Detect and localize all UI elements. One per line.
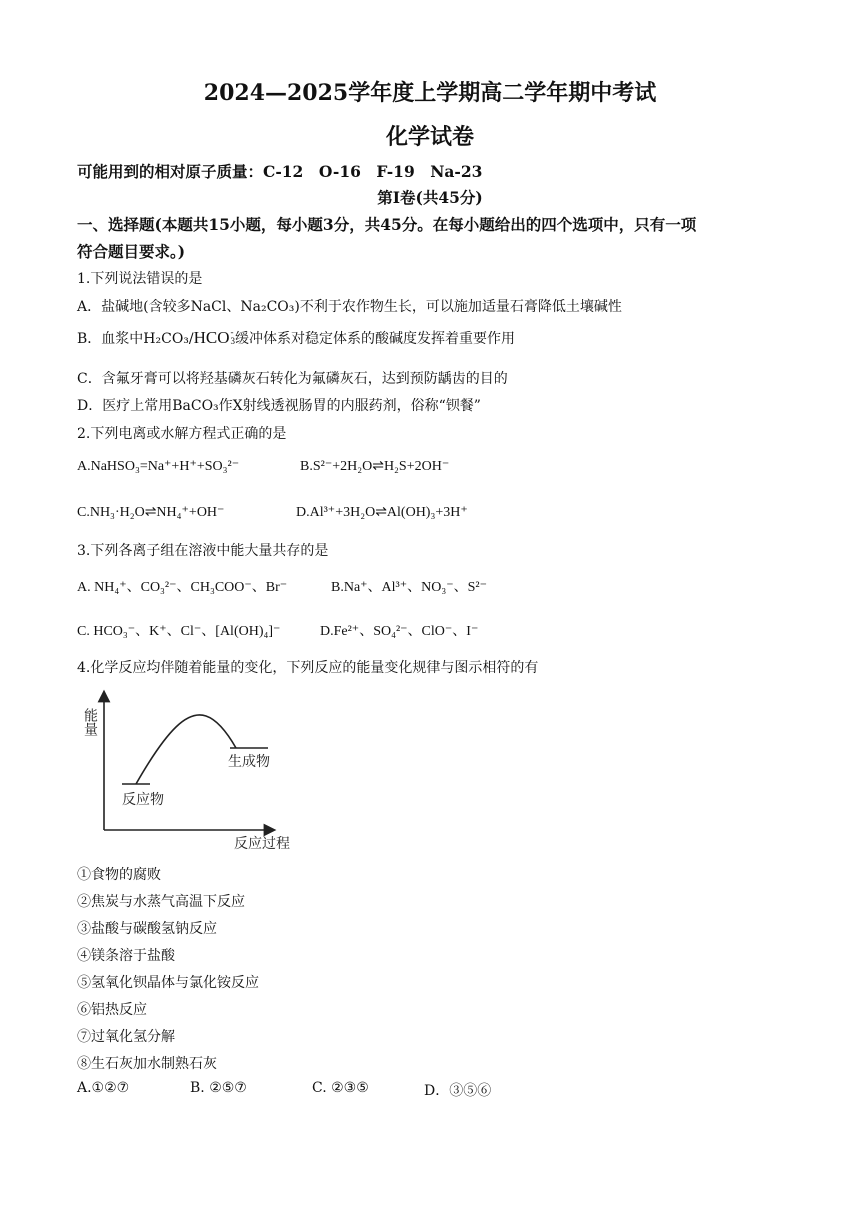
exam-title: 2024—2025学年度上学期高二学年期中考试	[203, 80, 657, 106]
q3-option-a: A. NH₄⁺、CO₃²⁻、CH₃COO⁻、Br⁻	[77, 580, 288, 595]
part-heading: 第Ⅰ卷(共45分)	[377, 188, 483, 207]
q4-item: ①食物的腐败	[77, 867, 161, 883]
product-label: 生成物	[228, 754, 270, 770]
q1-option-a: A．盐碱地(含较多NaCl、Na₂CO₃)不利于农作物生长，可以施加适量石膏降低土壤碱性	[77, 299, 622, 315]
ion-symbol: HCO	[193, 328, 230, 347]
bicarbonate-ion	[194, 328, 235, 348]
q4-item: ⑧生石灰加水制熟石灰	[77, 1056, 217, 1072]
q3-option-d: D.Fe²⁺、SO₄²⁻、ClO⁻、I⁻	[320, 624, 479, 639]
energy-diagram	[78, 688, 308, 858]
q4-option-c: C. ②③⑤	[312, 1080, 369, 1096]
q1-option-c: C．含氟牙膏可以将羟基磷灰石转化为氟磷灰石，达到预防龋齿的目的	[77, 371, 508, 387]
q4-item: ⑤氢氧化钡晶体与氯化铵反应	[77, 975, 259, 991]
q1-option-b-prefix: B．血浆中H₂CO₃/	[77, 331, 194, 347]
q1-stem: 1.下列说法错误的是	[77, 271, 203, 287]
exam-subtitle: 化学试卷	[385, 124, 474, 150]
q3-stem: 3.下列各离子组在溶液中能大量共存的是	[77, 543, 329, 559]
x-axis-label: 反应过程	[234, 836, 290, 852]
q3-option-b: B.Na⁺、Al³⁺、NO₃⁻、S²⁻	[331, 580, 488, 595]
q4-item: ④镁条溶于盐酸	[77, 948, 175, 964]
section-heading-line2: 符合题目要求。)	[77, 242, 186, 261]
ion-charge: -	[230, 327, 234, 337]
q2-option-d: D.Al³⁺+3H₂O⇌Al(OH)₃+3H⁺	[296, 505, 468, 520]
section-heading-line1: 一、选择题(本题共15小题，每小题3分，共45分。在每小题给出的四个选项中，只有一项	[77, 215, 697, 234]
q1-option-d: D．医疗上常用BaCO₃作X射线透视肠胃的内服药剂，俗称“钡餐”	[77, 398, 481, 414]
q4-item: ③盐酸与碳酸氢钠反应	[77, 921, 217, 937]
q4-item: ②焦炭与水蒸气高温下反应	[77, 894, 245, 910]
atomic-masses: 可能用到的相对原子质量：C-12 O-16 F-19 Na-23	[77, 162, 483, 181]
q1-option-b-suffix: 缓冲体系对稳定体系的酸碱度发挥着重要作用	[235, 331, 516, 347]
energy-curve	[136, 715, 236, 784]
ion-subscript: 3	[230, 336, 236, 346]
y-axis-label: 能量	[82, 708, 98, 736]
reactant-label: 反应物	[122, 792, 164, 808]
q3-option-c: C. HCO₃⁻、K⁺、Cl⁻、[Al(OH)₄]⁻	[77, 624, 281, 639]
q4-option-b: B. ②⑤⑦	[190, 1080, 247, 1096]
q2-option-b: B.S²⁻+2H₂O⇌H₂S+2OH⁻	[300, 459, 450, 474]
q4-option-d: D．③⑤⑥	[424, 1083, 492, 1099]
q4-item: ⑦过氧化氢分解	[77, 1029, 175, 1045]
q4-item: ⑥铝热反应	[77, 1002, 147, 1018]
q2-option-a: A.NaHSO₃=Na⁺+H⁺+SO₃²⁻	[77, 459, 240, 474]
q4-stem: 4.化学反应均伴随着能量的变化，下列反应的能量变化规律与图示相符的有	[77, 660, 539, 676]
q2-stem: 2.下列电离或水解方程式正确的是	[77, 426, 287, 442]
q2-option-c: C.NH₃·H₂O⇌NH₄⁺+OH⁻	[77, 505, 225, 520]
q1-option-b	[77, 328, 515, 348]
q4-option-a: A.①②⑦	[77, 1080, 130, 1096]
